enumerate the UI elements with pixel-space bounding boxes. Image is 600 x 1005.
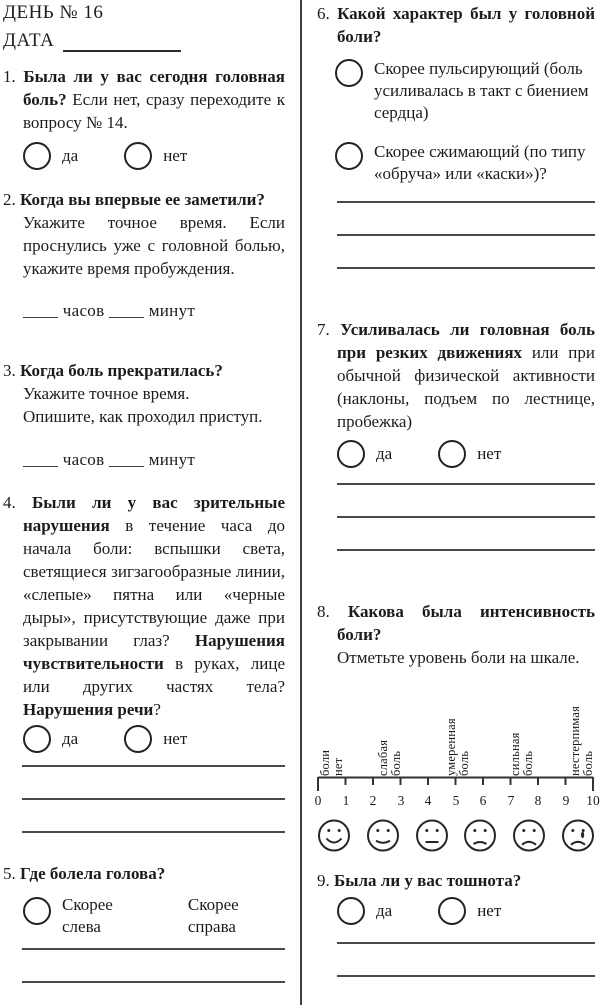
q9-no-radio-icon[interactable] <box>438 897 466 925</box>
q6-pulsating-radio-icon[interactable] <box>335 59 363 87</box>
q5-title: Где болела голова? <box>20 864 166 883</box>
column-divider <box>300 0 302 1005</box>
scale-label-severe-pain: сильная боль <box>508 732 535 776</box>
q9-title: Была ли у вас тошнота? <box>334 871 522 890</box>
q9-write-lines <box>337 925 595 1005</box>
q4-options <box>23 725 285 753</box>
write-line[interactable] <box>337 977 595 1005</box>
scale-number-7[interactable]: 7 <box>507 793 515 808</box>
date-label: ДАТА <box>3 30 55 51</box>
question-8-text <box>317 600 595 669</box>
pain-face-neutral-icon[interactable] <box>415 817 449 853</box>
q5-left-label: Скорее слева <box>62 895 113 936</box>
pain-face-smile-icon[interactable] <box>317 817 351 853</box>
question-7-text <box>317 318 595 433</box>
q6-squeezing-label: Скорее сжимающий (по типу «обруча» или «каски»)? <box>374 142 586 183</box>
right-column <box>314 0 600 1005</box>
write-line[interactable] <box>337 485 595 518</box>
q6-option-pulsating[interactable] <box>335 58 595 124</box>
question-9-text <box>317 869 595 892</box>
q8-instruction: Отметьте уровень боли на шкале. <box>337 648 580 667</box>
q2-instruction: Укажите точное время. Если проснулись уже с головной болью, укажите время пробуждения. <box>23 213 285 278</box>
q3-instruction-1: Укажите точное время. <box>23 384 190 403</box>
q3-time-line[interactable]: ____ часов ____ минут <box>23 450 196 469</box>
q7-title: Усиливалась ли головная боль при резких движениях <box>337 320 595 362</box>
q3-number: 3. <box>3 361 16 380</box>
write-line[interactable] <box>22 767 285 800</box>
q4-yes-label: да <box>62 729 79 748</box>
q4-title-sensory: Нарушения чувствительности <box>23 631 285 673</box>
scale-number-1[interactable]: 1 <box>342 793 350 808</box>
question-4-text <box>3 491 285 721</box>
q7-no-radio-icon[interactable] <box>438 440 466 468</box>
q7-options <box>337 440 595 468</box>
scale-number-8[interactable]: 8 <box>534 793 542 808</box>
q4-body-2: в руках, лице или других частях тела? <box>23 654 285 696</box>
pain-face-frown-icon[interactable] <box>512 817 546 853</box>
q4-no-radio-icon[interactable] <box>124 725 152 753</box>
write-line[interactable] <box>22 940 285 950</box>
write-line[interactable] <box>22 983 285 1005</box>
q4-no-label: нет <box>163 729 188 748</box>
pain-scale-labels <box>317 674 595 776</box>
q1-title: Была ли у вас сегодня головная боль? <box>23 67 286 109</box>
scale-label-no-pain: боли нет <box>318 749 345 776</box>
question-3-text <box>3 359 285 428</box>
q4-yes-radio-icon[interactable] <box>23 725 51 753</box>
scale-label-unbearable-pain: нестерпимая боль <box>568 705 595 776</box>
q1-yes-label: да <box>62 146 79 165</box>
q5-options <box>23 894 285 940</box>
q2-title: Когда вы впервые ее заметили? <box>20 190 265 209</box>
scale-number-5[interactable]: 5 <box>452 793 460 808</box>
scale-label-mild-pain: слабая боль <box>376 739 403 776</box>
question-6-text <box>317 2 595 48</box>
write-line[interactable] <box>337 236 595 269</box>
pain-scale-ruler[interactable] <box>317 776 595 793</box>
write-line[interactable] <box>337 944 595 977</box>
q2-number: 2. <box>3 190 16 209</box>
q5-number: 5. <box>3 864 16 883</box>
q9-yes-radio-icon[interactable] <box>337 897 365 925</box>
scale-number-4[interactable]: 4 <box>424 793 432 808</box>
q9-no-label: нет <box>477 901 502 920</box>
write-line[interactable] <box>337 185 595 203</box>
q4-write-lines <box>22 753 285 833</box>
q9-number: 9. <box>317 871 330 890</box>
scale-number-3[interactable]: 3 <box>397 793 405 808</box>
write-line[interactable] <box>22 753 285 767</box>
q8-number: 8. <box>317 602 330 621</box>
q5-right-label: Скорее справа <box>187 895 239 936</box>
q6-write-lines <box>337 185 595 269</box>
write-line[interactable] <box>337 925 595 944</box>
question-2-text <box>3 188 285 280</box>
write-line[interactable] <box>337 203 595 236</box>
scale-number-0[interactable]: 0 <box>314 793 322 808</box>
scale-number-6[interactable]: 6 <box>479 793 487 808</box>
q4-body-1: в течение часа до начала боли: вспышки света, светящиеся зигзагообразные линии, «слепые» пятна или «черные дыры», присутствующие даже при закрывании глаз? <box>23 516 285 650</box>
question-1-text <box>3 65 285 134</box>
write-line[interactable] <box>22 950 285 983</box>
pain-face-slight-smile-icon[interactable] <box>366 817 400 853</box>
pain-face-crying-icon[interactable] <box>561 817 595 853</box>
q4-title-speech: Нарушения речи <box>23 700 154 719</box>
q4-number: 4. <box>3 493 16 512</box>
q6-squeezing-radio-icon[interactable] <box>335 142 363 170</box>
q1-options <box>23 142 285 170</box>
q5-left-radio-icon[interactable] <box>23 897 51 925</box>
q6-title: Какой характер был у головной боли? <box>337 4 595 46</box>
q1-no-label: нет <box>163 146 188 165</box>
scale-number-9[interactable]: 9 <box>562 793 570 808</box>
pain-face-slight-frown-icon[interactable] <box>463 817 497 853</box>
q6-option-squeezing[interactable] <box>335 141 595 185</box>
q7-body: или при обычной физической активности (наклоны, подъем по лестнице, пробежка) <box>337 343 595 431</box>
write-line[interactable] <box>337 518 595 551</box>
pain-faces-row <box>317 817 595 853</box>
pain-scale-numbers <box>314 793 600 809</box>
scale-number-10[interactable]: 10 <box>586 793 600 808</box>
q3-instruction-2: Опишите, как проходил приступ. <box>23 407 263 426</box>
tear-drop-icon <box>581 832 584 839</box>
q2-time-line[interactable]: ____ часов ____ минут <box>23 301 196 320</box>
q7-yes-radio-icon[interactable] <box>337 440 365 468</box>
q6-pulsating-label: Скорее пульсирующий (боль усиливалась в такт с биением сердца) <box>374 59 589 122</box>
q4-title-visual: Были ли у вас зрительные нарушения <box>23 493 285 535</box>
q9-yes-label: да <box>376 901 393 920</box>
q7-yes-label: да <box>376 444 393 463</box>
q1-no-radio-icon[interactable] <box>124 142 152 170</box>
q1-instruction: Если нет, сразу переходите к вопросу № 14. <box>23 90 285 132</box>
scale-label-moderate-pain: умеренная боль <box>444 718 471 776</box>
write-line[interactable] <box>22 800 285 833</box>
q6-number: 6. <box>317 4 330 23</box>
pain-scale <box>314 674 600 853</box>
q3-title: Когда боль прекратилась? <box>20 361 223 380</box>
q4-body-3: ? <box>153 700 161 719</box>
q9-options <box>337 897 595 925</box>
q8-title: Какова была интенсивность боли? <box>337 602 595 644</box>
date-row <box>3 27 285 52</box>
date-fill-line[interactable] <box>63 31 181 52</box>
question-5-text <box>3 862 285 885</box>
day-title: ДЕНЬ № 16 <box>3 2 104 23</box>
q5-write-lines <box>22 940 285 1005</box>
left-column <box>3 0 285 1005</box>
q1-number: 1. <box>3 67 16 86</box>
write-line[interactable] <box>337 468 595 485</box>
q7-number: 7. <box>317 320 330 339</box>
q7-no-label: нет <box>477 444 502 463</box>
q7-write-lines <box>337 468 595 551</box>
scale-number-2[interactable]: 2 <box>369 793 377 808</box>
q1-yes-radio-icon[interactable] <box>23 142 51 170</box>
